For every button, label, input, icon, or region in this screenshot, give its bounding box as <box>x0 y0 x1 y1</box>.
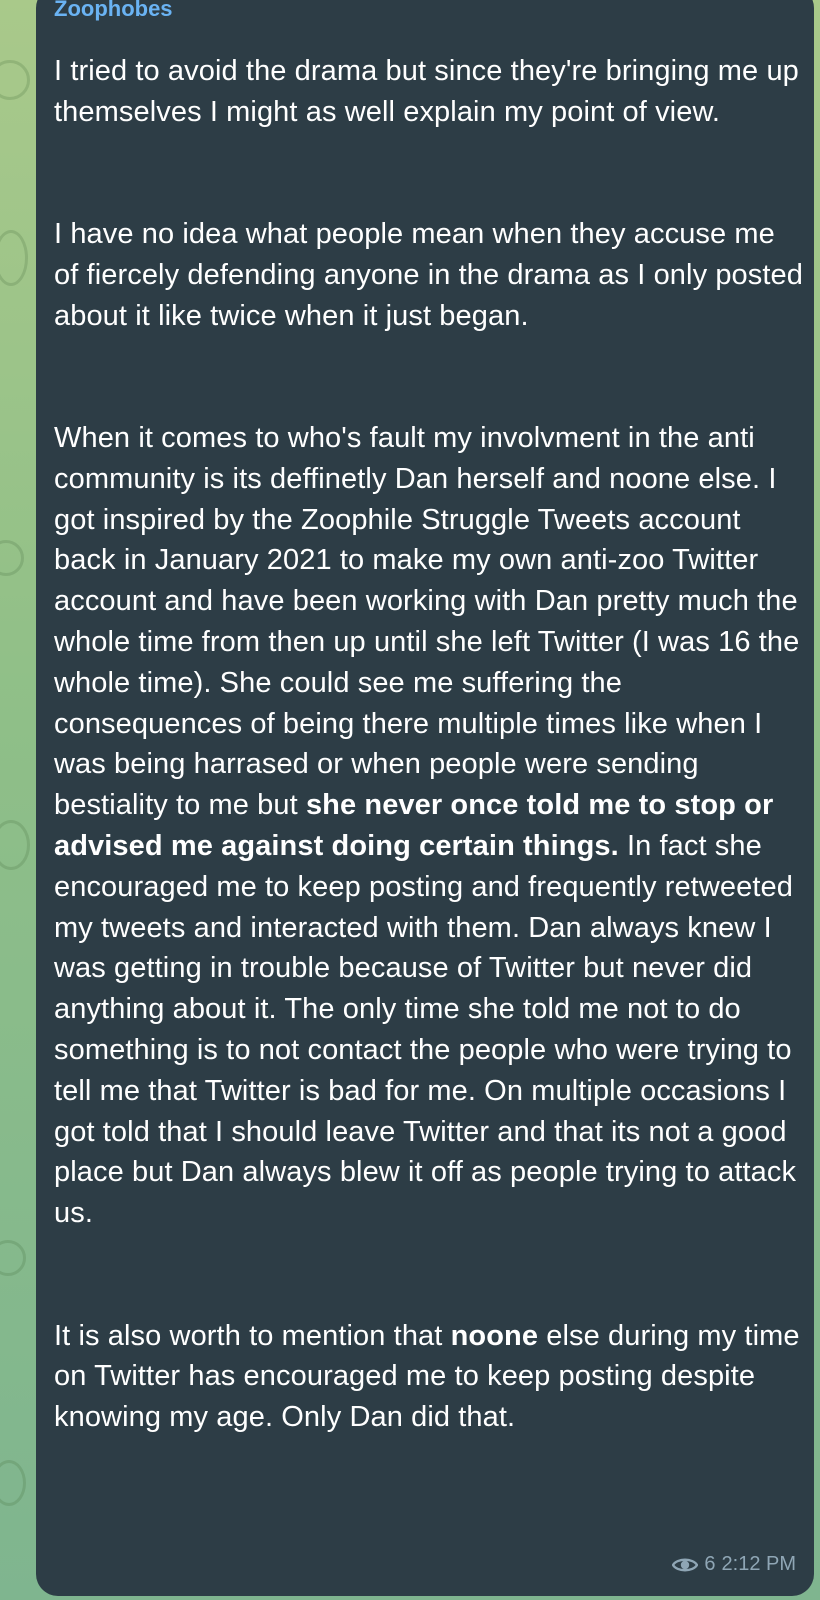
text-segment: In fact she encouraged me to keep posting and frequently retweeted my tweets and interacted with them. Dan always knew I was getting in trouble because of Twitter but never did anything about it. The only time she told me not to do something is to not contact the people who were trying to tell me that Twitter is bad for me. On multiple occasions I got told that I should leave Twitter and that its not a good place but Dan always blew it off as people trying to attack us. <box>54 829 797 1230</box>
message-paragraph <box>54 1316 804 1438</box>
bold-text-segment: noone <box>450 1319 539 1352</box>
sender-name[interactable]: Zoophobes <box>54 0 173 21</box>
text-segment: When it comes to who's fault my involvment in the anti community is its deffinetly Dan herself and noone else. I got inspired by the Zoophile Struggle Tweets account back in January 2021 to make my own anti-zoo Twitter account and have been working with Dan pretty much the whole time from then up until she left Twitter (I was 16 the whole time). She could see me suffering the consequences of being there multiple times like when I was being harrased or when people were sending bestiality to me but <box>54 421 800 822</box>
text-segment: I have no idea what people mean when they accuse me of fiercely defending anyone in the drama as I only posted about it like twice when it just began. <box>54 217 803 332</box>
text-segment: else during my time on Twitter has encouraged me to keep posting despite knowing my age. Only Dan did that. <box>54 1319 800 1434</box>
wallpaper-doodle <box>0 820 30 870</box>
text-segment: I tried to avoid the drama but since they're bringing me up themselves I might as well explain my point of view. <box>54 54 799 128</box>
wallpaper-doodle <box>0 540 24 576</box>
message-paragraph <box>54 214 804 336</box>
message-bubble[interactable] <box>36 0 814 1596</box>
message-paragraph <box>54 51 804 133</box>
message-meta <box>672 1553 796 1576</box>
message-time: 2:12 PM <box>721 1553 796 1575</box>
wallpaper-doodle <box>0 1460 26 1506</box>
wallpaper-doodle <box>0 60 30 100</box>
eye-icon <box>672 1556 698 1574</box>
message-text <box>54 10 804 1479</box>
bold-text-segment: she never once told me to stop or advised me against doing certain things. <box>54 789 774 862</box>
text-segment: It is also worth to mention that <box>54 1319 451 1352</box>
message-paragraph <box>54 418 804 1234</box>
wallpaper-doodle <box>0 230 28 286</box>
wallpaper-doodle <box>0 1240 26 1276</box>
view-count: 6 <box>704 1553 716 1575</box>
